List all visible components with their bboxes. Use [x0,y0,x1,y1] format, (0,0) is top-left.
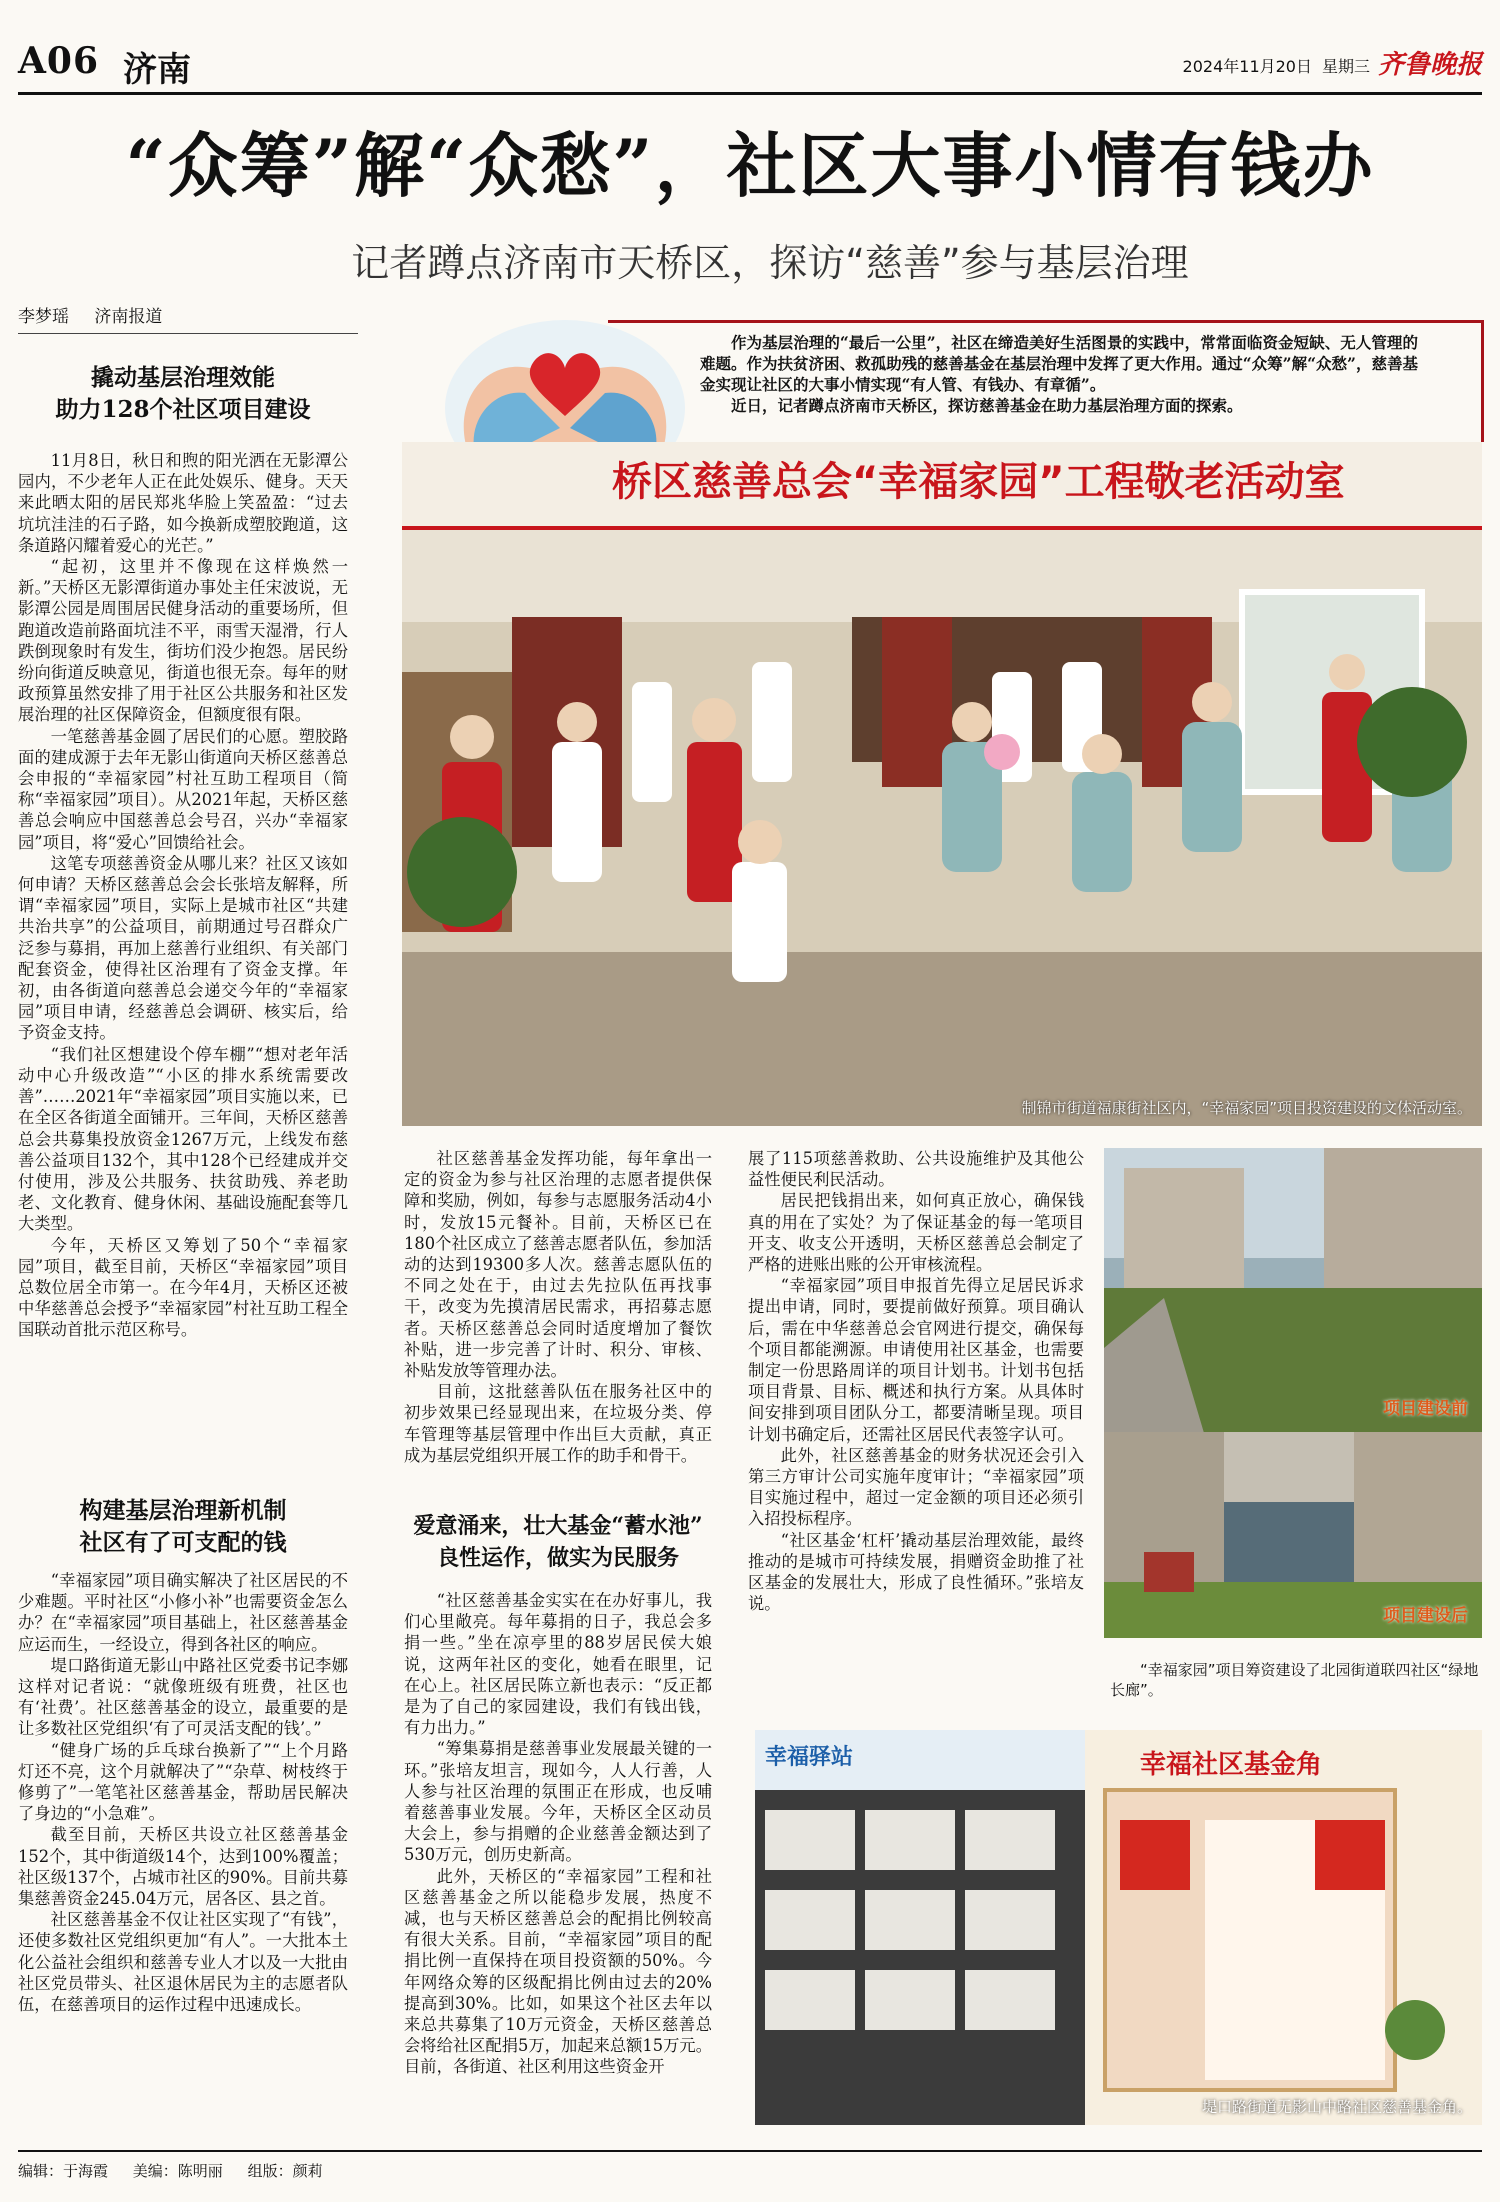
article-paragraph: 此外，社区慈善基金的财务状况还会引入第三方审计公司实施年度审计；“幸福家园”项目实施过程中，超过一定金额的项目还必须引入招投标程序。 [748,1445,1084,1529]
byline-author: 李梦瑶 [18,307,69,327]
section-heading-line: 社区有了可支配的钱 [79,1529,287,1556]
section-heading-line: 助力128个社区项目建设 [55,396,311,423]
overgrown-lot-scene [1104,1148,1482,1433]
article-column-1 [18,450,348,1645]
article-paragraph: 展了115项慈善救助、公共设施维护及其他公益性便民利民活动。 [748,1149,1084,1190]
intro-paragraph: 近日，记者蹲点济南市天桥区，探访慈善基金在助力基层治理方面的探索。 [731,396,1243,415]
article-paragraph: 此外，天桥区的“幸福家园”工程和社区慈善基金之所以能稳步发展，热度不减，也与天桥区慈善总会的配捐比例较高有很大关系。目前，“幸福家园”项目的配捐比例一直保持在项目投资额的50%。今年网络众筹的区级配捐比例由过去的20%提高到30%。比如，如果这个社区去年以来总共募集了10万元资金，天桥区慈善总会将给社区配捐5万，加起来总额15万元。目前，各街道、社区利用这些资金开 [404,1866,712,2077]
article-paragraph: 目前，这批慈善队伍在服务社区中的初步效果已经显现出来，在垃圾分类、停车管理等基层管理中作出巨大贡献，真正成为基层党组织开展工作的助手和骨干。 [404,1382,712,1465]
footer-editor: 编辑：于海霞 [18,2162,109,2180]
section-heading-line: 构建基层治理新机制 [79,1497,287,1524]
before-project-photo [1104,1148,1482,1433]
article-paragraph: “健身广场的乒乓球台换新了”“上个月路灯还不亮，这个月就解决了”“杂草、树枝终于修剪了”一笔笔社区慈善基金，帮助居民解决了身边的“小急难”。 [18,1740,348,1824]
article-paragraph: 这笔专项慈善资金从哪儿来？社区又该如何申请？天桥区慈善总会会长张培友解释，所谓“幸福家园”项目，实际上是城市社区“共建共治共享”的公益项目，前期通过号召群众广泛参与募捐，再加上慈善行业组织、有关部门配套资金，使得社区治理有了资金支撑。年初，由各街道向慈善总会递交今年的“幸福家园”项目申请，经慈善总会调研、核实后，给予资金支持。 [18,853,348,1043]
byline [18,302,358,334]
section-heading-3 [390,1510,726,1574]
charity-corner-scene [755,1730,1482,2125]
corner-right-sign: 幸福社区基金角 [1140,1750,1323,1780]
footer-credits [18,2160,343,2181]
article-paragraph: 社区慈善基金发挥功能，每年拿出一定的资金为参与社区治理的志愿者提供保障和奖励，例如，每参与志愿服务活动4小时，发放15元餐补。目前，天桥区已在180个社区成立了慈善志愿者队伍，参加活动的达到19300多人次。慈善志愿队伍的不同之处在于，由过去先拉队伍再找事干，改变为先摸清居民需求，再招募志愿者。天桥区慈善总会同时适度增加了餐饮补贴，进一步完善了计时、积分、审核、补贴发放等管理办法。 [404,1149,712,1381]
article-paragraph: “幸福家园”项目申报首先得立足居民诉求提出申请，同时，要提前做好预算。项目确认后，需在中华慈善总会官网进行提交，确保每个项目都能溯源。申请使用社区基金，也需要制定一份思路周详的项目计划书。计划书包括项目背景、目标、概述和执行方案。从具体时间安排到项目团队分工，都要清晰呈现。项目计划书确定后，还需社区居民代表签字认可。 [748,1276,1084,1444]
corner-left-sign: 幸福驿站 [765,1745,854,1770]
garden-caption: “幸福家园”项目筹资建设了北园街道联四社区“绿地长廊”。 [1110,1661,1479,1699]
section-heading-2 [18,1495,348,1559]
article-paragraph: 一笔慈善基金圆了居民们的心愿。塑胶路面的建成源于去年无影山街道向天桥区慈善总会申报的“幸福家园”村社互助工程项目（简称“幸福家园”项目）。从2021年起，天桥区慈善总会响应中国慈善总会号召，兴办“幸福家园”项目，将“爱心”回馈给社会。 [18,726,348,852]
intro-text [700,332,1418,416]
top-rule [18,92,1482,95]
article-paragraph: 今年，天桥区又筹划了50个“幸福家园”项目，截至目前，天桥区“幸福家园”项目总数位居全市第一。在今年4月，天桥区还被中华慈善总会授予“幸福家园”村社互助工程全国联动首批示范区称号。 [18,1235,348,1340]
article-paragraph: “社区慈善基金实实在在办好事儿，我们心里敞亮。每年募捐的日子，我总会多捐一些。”坐在凉亭里的88岁居民侯大娘说，这两年社区的变化，她看在眼里，记在心上。社区居民陈立新也表示：“反正都是为了自己的家园建设，我们有钱出钱，有力出力。” [404,1591,712,1738]
before-label: 项目建设前 [1383,1399,1468,1419]
section-heading-line: 爱意涌来，壮大基金“蓄水池” [413,1513,703,1539]
article-column-3 [748,1148,1084,1703]
masthead [18,40,1482,90]
section-heading-line: 良性运作，做实为民服务 [436,1545,679,1571]
section-name: 济南 [123,50,191,90]
article-paragraph: 截至目前，天桥区共设立社区慈善基金152个，其中街道级14个，达到100%覆盖；社区级137个，占城市社区的90%。目前共募集慈善资金245.04万元，居各区、县之首。 [18,1825,348,1909]
article-column-1b [18,1570,348,2145]
activity-room-caption: 制锦市街道福康街社区内，“幸福家园”项目投资建设的文体活动室。 [1021,1099,1472,1117]
activity-room-scene [402,442,1482,1126]
article-paragraph: 堤口路街道无影山中路社区党委书记李娜这样对记者说：“就像班级有班费，社区也有‘社费’。社区慈善基金的设立，最重要的是让多数社区党组织‘有了可灵活支配的钱’。” [18,1655,348,1739]
byline-desk: 济南报道 [94,307,163,327]
article-column-2 [404,1148,712,1518]
footer-proof: 组版：颜莉 [247,2162,323,2180]
after-label: 项目建设后 [1383,1606,1468,1626]
article-paragraph: “我们社区想建设个停车棚”“想对老年活动中心升级改造”“小区的排水系统需要改善”……2021年“幸福家园”项目实施以来，已在全区各街道全面铺开。三年间，天桥区慈善总会共募集投放资金1267万元，上线发布慈善公益项目132个，其中128个已经建成并交付使用，涉及公共服务、扶贫助残、养老助老、文化教育、健身休闲、基础设施配套等几大类型。 [18,1044,348,1234]
article-paragraph: “社区基金‘杠杆’撬动基层治理效能，最终推动的是城市可持续发展，捐赠资金助推了社区基金的发展壮大，形成了良性循环。”张培友说。 [748,1530,1084,1614]
activity-room-photo [402,442,1482,1126]
article-column-2b [404,1590,712,2145]
article-paragraph: 11月8日，秋日和煦的阳光洒在无影潭公园内，不少老年人正在此处娱乐、健身。天天来此晒太阳的居民郑兆华脸上笑盈盈：“过去坑坑洼洼的石子路，如今换新成塑胶跑道，这条道路闪耀着爱心的光芒。” [18,451,348,555]
article-paragraph: 社区慈善基金不仅让社区实现了“有钱”，还使多数社区党组织更加“有人”。一大批本土化公益社会组织和慈善专业人才以及一大批由社区党员带头、社区退休居民为主的志愿者队伍，在慈善项目的运作过程中迅速成长。 [18,1910,348,2015]
subheadline: 记者蹲点济南市天桥区，探访“慈善”参与基层治理 [351,241,1189,285]
after-project-photo [1104,1432,1482,1638]
article-paragraph: “筹集募捐是慈善事业发展最关键的一环。”张培友坦言，现如今，人人行善，人人参与社区治理的氛围正在形成，也反哺着慈善事业发展。今年，天桥区全区动员大会上，参与捐赠的企业慈善金额达到了530万元，创历史新高。 [404,1739,712,1865]
page-number: A06 [18,40,100,82]
paper-logo: 齐鲁晚报 [1377,50,1482,80]
footer-art: 美编：陈明丽 [132,2162,223,2180]
article-paragraph: 居民把钱捐出来，如何真正放心，确保钱真的用在了实处？为了保证基金的每一笔项目开支、收支公开透明，天桥区慈善总会制定了严格的进账出账的公开审核流程。 [748,1191,1084,1275]
issue-weekday: 星期三 [1321,57,1370,76]
section-heading-1 [18,362,348,426]
article-paragraph: “幸福家园”项目确实解决了社区居民的不少难题。平时社区“小修小补”也需要资金怎么办？在“幸福家园”项目基础上，社区慈善基金应运而生，一经设立，得到各社区的响应。 [18,1571,348,1654]
charity-corner-caption: 堤口路街道无影山中路社区慈善基金角。 [1201,2098,1472,2116]
charity-corner-photo [755,1730,1482,2125]
activity-room-banner: 桥区慈善总会“幸福家园”工程敬老活动室 [612,459,1345,505]
article-paragraph: “起初，这里并不像现在这样焕然一新。”天桥区无影潭街道办事处主任宋波说，无影潭公园是周围居民健身活动的重要场所，但跑道改造前路面坑洼不平，雨雪天湿滑，行人跌倒现象时有发生，街坊们没少抱怨。居民纷纷向街道反映意见，街道也很无奈。每年的财政预算虽然安排了用于社区公共服务和社区发展治理的社区保障资金，但额度很有限。 [18,557,348,725]
section-heading-line: 撬动基层治理效能 [91,364,275,391]
intro-paragraph: 作为基层治理的“最后一公里”，社区在缔造美好生活图景的实践中，常常面临资金短缺、无人管理的难题。作为扶贫济困、救孤助残的慈善基金在基层治理中发挥了更大作用。通过“众筹”解“众愁”，慈善基金实现让社区的大事小情实现“有人管、有钱办、有章循”。 [700,333,1418,394]
issue-date: 2024年11月20日 [1182,57,1312,76]
headline: “众筹”解“众愁”，社区大事小情有钱办 [125,124,1375,207]
footer-rule [18,2150,1482,2152]
